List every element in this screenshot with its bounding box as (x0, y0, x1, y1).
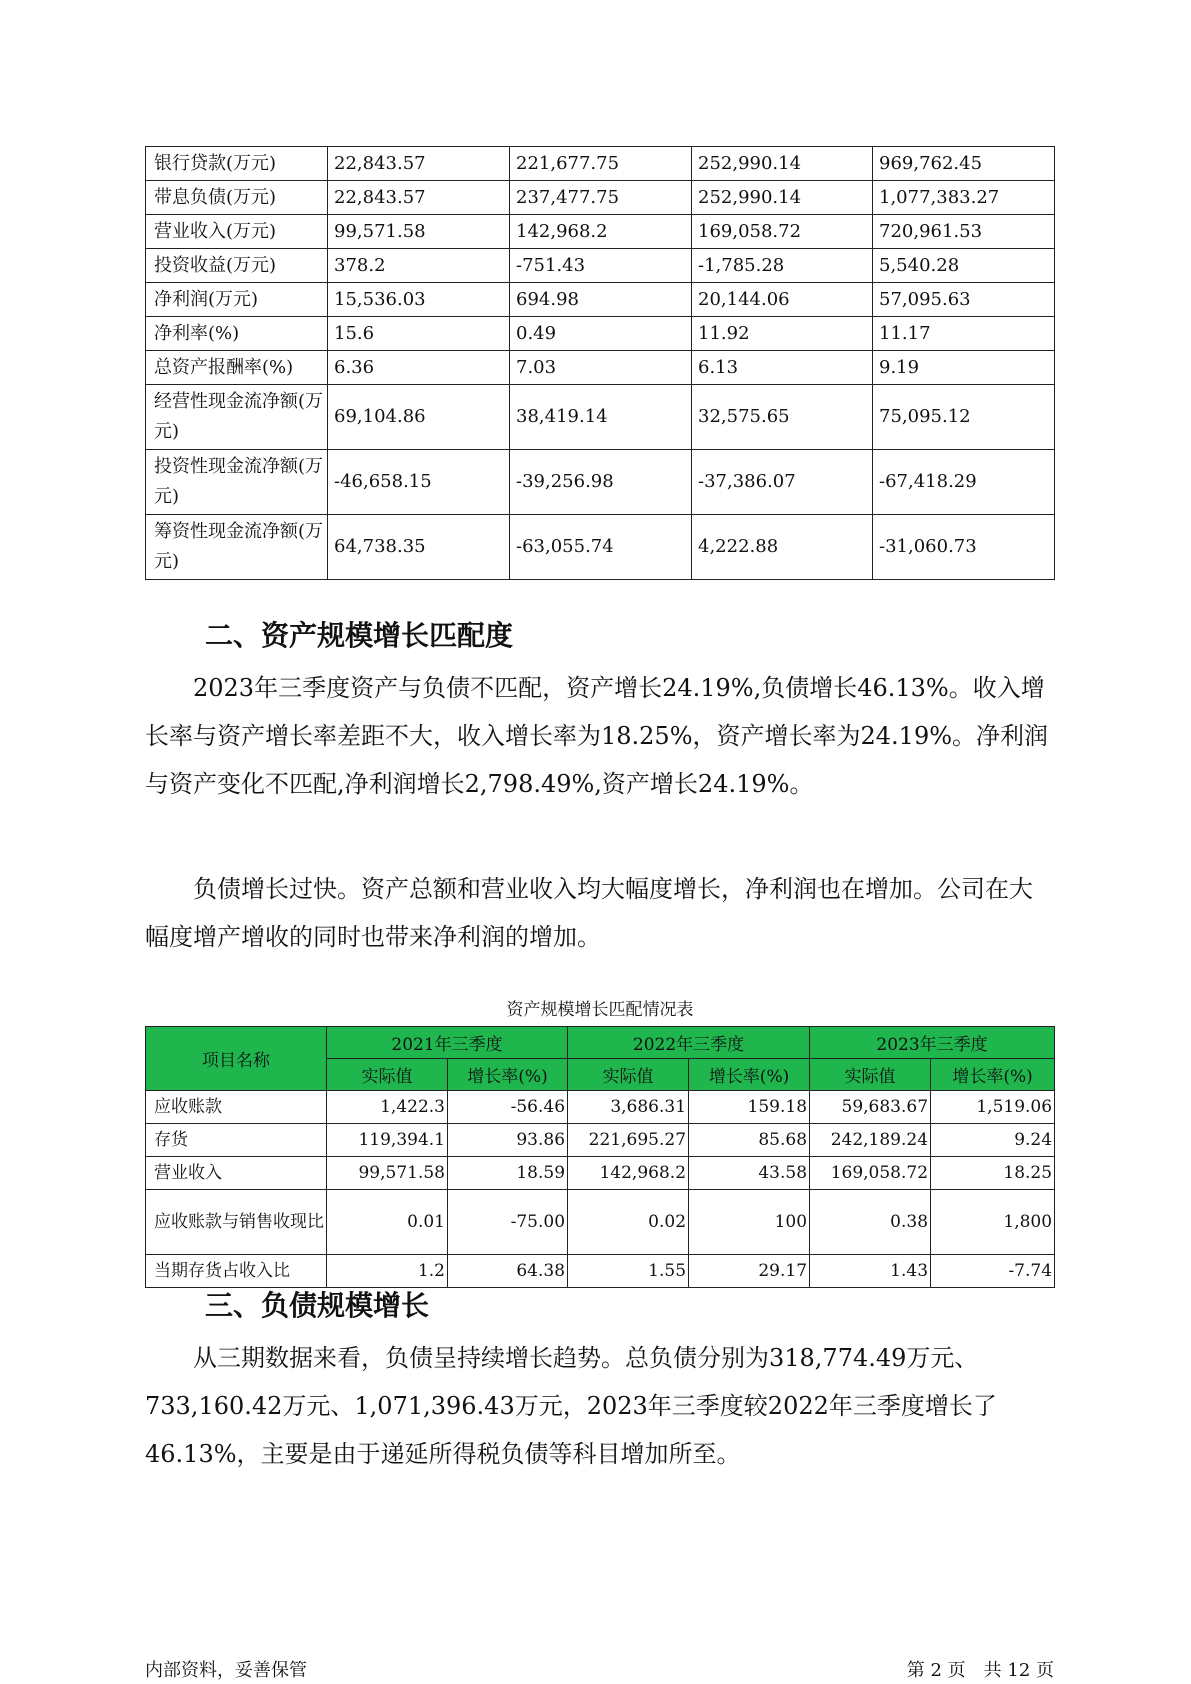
value-cell: 142,968.2 (510, 215, 692, 249)
value-cell: 252,990.14 (692, 181, 873, 215)
header-item-name: 项目名称 (146, 1027, 327, 1091)
value-cell: 3,686.31 (568, 1091, 689, 1124)
value-cell: 969,762.45 (873, 147, 1055, 181)
table-header (146, 1027, 1055, 1091)
table-row (146, 283, 1055, 317)
table-row (146, 1190, 1055, 1255)
row-label: 营业收入(万元) (146, 215, 328, 249)
table-row (146, 351, 1055, 385)
row-label: 存货 (146, 1124, 327, 1157)
section-heading-asset-growth: 二、资产规模增长匹配度 (205, 619, 514, 652)
value-cell: 11.17 (873, 317, 1055, 351)
value-cell: 1,077,383.27 (873, 181, 1055, 215)
value-cell: 237,477.75 (510, 181, 692, 215)
row-label: 带息负债(万元) (146, 181, 328, 215)
value-cell: 15.6 (328, 317, 510, 351)
footer-page-number: 第 2 页 共 12 页 (906, 1660, 1054, 1681)
paragraph-asset-growth-2: 负债增长过快。资产总额和营业收入均大幅度增长，净利润也在增加。公司在大幅度增产增收的同时也带来净利润的增加。 (145, 875, 1033, 951)
value-cell: 0.38 (810, 1190, 931, 1255)
table-row (146, 181, 1055, 215)
value-cell: -37,386.07 (692, 450, 873, 515)
table-row (146, 147, 1055, 181)
value-cell: 22,843.57 (328, 181, 510, 215)
row-label: 投资性现金流净额(万元) (146, 450, 328, 515)
financial-indicators-table (145, 146, 1055, 580)
header-growth-rate: 增长率(%) (689, 1059, 810, 1091)
value-cell: 252,990.14 (692, 147, 873, 181)
value-cell: -75.00 (448, 1190, 568, 1255)
value-cell: -751.43 (510, 249, 692, 283)
paragraph-asset-growth-1: 2023年三季度资产与负债不匹配，资产增长24.19%,负债增长46.13%。收入增长率与资产增长率差距不大，收入增长率为18.25%，资产增长率为24.19%。净利润与资产变化不匹配,净利润增长2,798.49%,资产增长24.19%。 (145, 674, 1049, 798)
value-cell: -56.46 (448, 1091, 568, 1124)
value-cell: 1,800 (931, 1190, 1055, 1255)
value-cell: 75,095.12 (873, 385, 1055, 450)
value-cell: 57,095.63 (873, 283, 1055, 317)
value-cell: 20,144.06 (692, 283, 873, 317)
value-cell: 0.49 (510, 317, 692, 351)
value-cell: 38,419.14 (510, 385, 692, 450)
row-label: 应收账款 (146, 1091, 327, 1124)
section-heading-liability-growth: 三、负债规模增长 (205, 1289, 430, 1322)
row-label: 总资产报酬率(%) (146, 351, 328, 385)
header-actual-value: 实际值 (810, 1059, 931, 1091)
value-cell: 18.25 (931, 1157, 1055, 1190)
value-cell: 1.43 (810, 1255, 931, 1288)
footer-confidential-note: 内部资料，妥善保管 (145, 1660, 307, 1681)
value-cell: 221,695.27 (568, 1124, 689, 1157)
value-cell: 0.02 (568, 1190, 689, 1255)
value-cell: 6.13 (692, 351, 873, 385)
value-cell: 694.98 (510, 283, 692, 317)
value-cell: 242,189.24 (810, 1124, 931, 1157)
table-row (146, 1157, 1055, 1190)
value-cell: 69,104.86 (328, 385, 510, 450)
value-cell: 9.24 (931, 1124, 1055, 1157)
header-actual-value: 实际值 (327, 1059, 448, 1091)
value-cell: 29.17 (689, 1255, 810, 1288)
value-cell: 169,058.72 (810, 1157, 931, 1190)
value-cell: 221,677.75 (510, 147, 692, 181)
table-row (146, 515, 1055, 580)
value-cell: 93.86 (448, 1124, 568, 1157)
header-period-2021: 2021年三季度 (327, 1027, 568, 1059)
header-actual-value: 实际值 (568, 1059, 689, 1091)
value-cell: -31,060.73 (873, 515, 1055, 580)
row-label: 投资收益(万元) (146, 249, 328, 283)
value-cell: 378.2 (328, 249, 510, 283)
value-cell: 159.18 (689, 1091, 810, 1124)
table-row (146, 215, 1055, 249)
value-cell: 1,519.06 (931, 1091, 1055, 1124)
value-cell: 11.92 (692, 317, 873, 351)
value-cell: 59,683.67 (810, 1091, 931, 1124)
value-cell: -7.74 (931, 1255, 1055, 1288)
value-cell: 4,222.88 (692, 515, 873, 580)
value-cell: 5,540.28 (873, 249, 1055, 283)
header-period-2022: 2022年三季度 (568, 1027, 810, 1059)
row-label: 当期存货占收入比 (146, 1255, 327, 1288)
value-cell: 99,571.58 (327, 1157, 448, 1190)
table-row (146, 450, 1055, 515)
value-cell: 64.38 (448, 1255, 568, 1288)
value-cell: 6.36 (328, 351, 510, 385)
table-caption: 资产规模增长匹配情况表 (506, 1000, 694, 1020)
value-cell: 100 (689, 1190, 810, 1255)
value-cell: 7.03 (510, 351, 692, 385)
row-label: 净利润(万元) (146, 283, 328, 317)
header-growth-rate: 增长率(%) (931, 1059, 1055, 1091)
value-cell: -67,418.29 (873, 450, 1055, 515)
row-label: 经营性现金流净额(万元) (146, 385, 328, 450)
value-cell: 9.19 (873, 351, 1055, 385)
row-label: 银行贷款(万元) (146, 147, 328, 181)
value-cell: -1,785.28 (692, 249, 873, 283)
row-label: 营业收入 (146, 1157, 327, 1190)
value-cell: 32,575.65 (692, 385, 873, 450)
row-label: 净利率(%) (146, 317, 328, 351)
financial-table-body (146, 147, 1055, 580)
value-cell: 142,968.2 (568, 1157, 689, 1190)
value-cell: 1.2 (327, 1255, 448, 1288)
value-cell: 43.58 (689, 1157, 810, 1190)
value-cell: 64,738.35 (328, 515, 510, 580)
row-label: 筹资性现金流净额(万元) (146, 515, 328, 580)
value-cell: 99,571.58 (328, 215, 510, 249)
value-cell: 720,961.53 (873, 215, 1055, 249)
row-label: 应收账款与销售收现比 (146, 1190, 327, 1255)
value-cell: 18.59 (448, 1157, 568, 1190)
value-cell: -39,256.98 (510, 450, 692, 515)
table-row (146, 317, 1055, 351)
value-cell: 22,843.57 (328, 147, 510, 181)
value-cell: 15,536.03 (328, 283, 510, 317)
header-growth-rate: 增长率(%) (448, 1059, 568, 1091)
value-cell: 119,394.1 (327, 1124, 448, 1157)
value-cell: 0.01 (327, 1190, 448, 1255)
table-row (146, 385, 1055, 450)
table-row (146, 249, 1055, 283)
table-row (146, 1124, 1055, 1157)
asset-growth-matching-table (145, 1026, 1055, 1288)
value-cell: 1,422.3 (327, 1091, 448, 1124)
value-cell: 85.68 (689, 1124, 810, 1157)
header-period-2023: 2023年三季度 (810, 1027, 1055, 1059)
value-cell: -46,658.15 (328, 450, 510, 515)
value-cell: 1.55 (568, 1255, 689, 1288)
value-cell: 169,058.72 (692, 215, 873, 249)
table-row (146, 1091, 1055, 1124)
table-row (146, 1255, 1055, 1288)
ratio-table-body (146, 1091, 1055, 1288)
paragraph-liability-growth: 从三期数据来看，负债呈持续增长趋势。总负债分别为318,774.49万元、733,160.42万元、1,071,396.43万元，2023年三季度较2022年三季度增长了46.13%，主要是由于递延所得税负债等科目增加所至。 (145, 1344, 997, 1468)
value-cell: -63,055.74 (510, 515, 692, 580)
